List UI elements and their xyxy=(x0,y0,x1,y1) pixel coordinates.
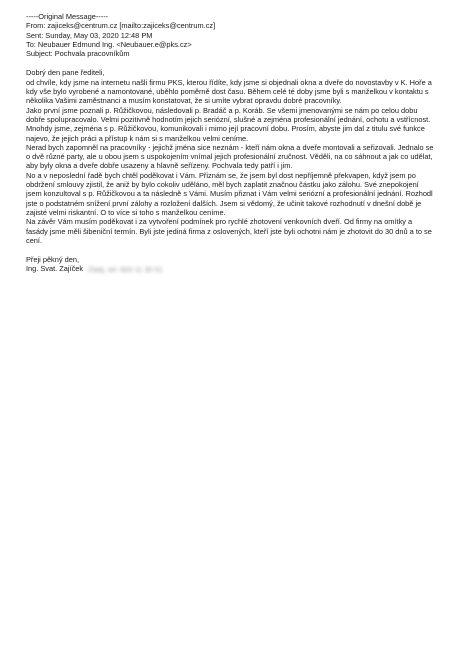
from-line: From: zajiceks@centrum.cz [mailto:zajiceks@centrum.cz] xyxy=(26,21,216,31)
sent-line: Sent: Sunday, May 03, 2020 12:48 PM xyxy=(26,30,153,40)
to-line: To: Neubauer Edmund Ing. <Neubauer.e@pks.cz> xyxy=(26,39,192,49)
redacted-contact: Zlatý, tel. 603 11 30 51 xyxy=(88,264,163,274)
body-paragraph: No a v neposlední řadě bych chtěl poděkovat i Vám. Přiznám se, že jsem byl dost nepříjemně překvapen, když jsem po obdržení smlouvy zjistil, že aniž by bylo cokoliv uděláno, měl bych zaplatit značnou částku jako zálohu. Své znepokojení jsem konzultoval s p. Růžičkovou a ta následně s Vámi. Musím přiznat i Vám velmi seriózní a profesionální jednání. Rozhodl jste o podstatném snížení první zálohy a rozložení dalších. Jsem si vědomý, že učinit takové rozhodnutí v dnešní době je zajisté velmi riskantní. O to více si toho s manželkou ceníme. xyxy=(26,170,433,217)
original-message-marker: -----Original Message----- xyxy=(26,12,109,21)
body-paragraph: Na závěr Vám musím poděkovat i za vytvoření podmínek pro rychlé zhotovení venkovních dveří. Od firmy na omítky a fasády jsme měli šibeniční termín. Byli jste jediná firma z oslovených, kteří jste byli ochotni nám je zhotovit do 30 dnů a to se cení. xyxy=(26,217,432,245)
body-paragraph: Jako první jsme poznali p. Růžičkovou, následovali p. Bradáč a p. Koráb. Se všemi jmenovanými se nám po celou dobu dobře spolupracovalo. Velmi pozitivně hodnotím jejich seriózní, slušné a zejména profesionální jednání, ochotu a vstřícnost. Mnohdy jsme, zejména s p. Růžičkovou, komunikovali i mimo její pracovní dobu. Prosím, abyste jim dal z titulu své funkce najevo, že jejich práci a přístup k nám si s manželkou velmi ceníme. xyxy=(26,105,431,143)
email-document xyxy=(26,12,434,274)
signature xyxy=(26,255,434,274)
subject-line: Subject: Pochvala pracovníkům xyxy=(26,49,130,59)
email-body xyxy=(26,68,434,245)
signer-name: Ing. Svat. Zajíček xyxy=(26,264,84,274)
closing-line: Přeji pěkný den, xyxy=(26,255,79,265)
body-paragraph: Nerad bych zapomněl na pracovníky - jejichž jména sice neznám - kteří nám okna a dveře montovali a seřizovali. Jednalo se o dvě různé party, ale u obou jsem s uspokojením vnímal jejich profesionální zručnost. Věděli, na co sáhnout a jak co udělat, aby byly okna a dveře dobře usazeny a hlavně seřízeny. Pochvala tedy patří i jim. xyxy=(26,142,434,171)
signature-name-line xyxy=(26,264,434,274)
email-header xyxy=(26,12,434,58)
body-paragraph: od chvíle, kdy jsme na internetu našli firmu PKS, kterou řídíte, kdy jsme si objednali okna a dveře do novostavby v K. Hoře a kdy vše bylo vyrobené a namontované, uběhlo poměrně dost času. Během celé té doby jsme byli s manželkou v kontaktu s několika Vašimi zaměstnanci a musím konstatovat, že si umíte vybrat opravdu dobré pracovníky. xyxy=(26,77,432,106)
greeting: Dobrý den pane řediteli, xyxy=(26,68,105,78)
